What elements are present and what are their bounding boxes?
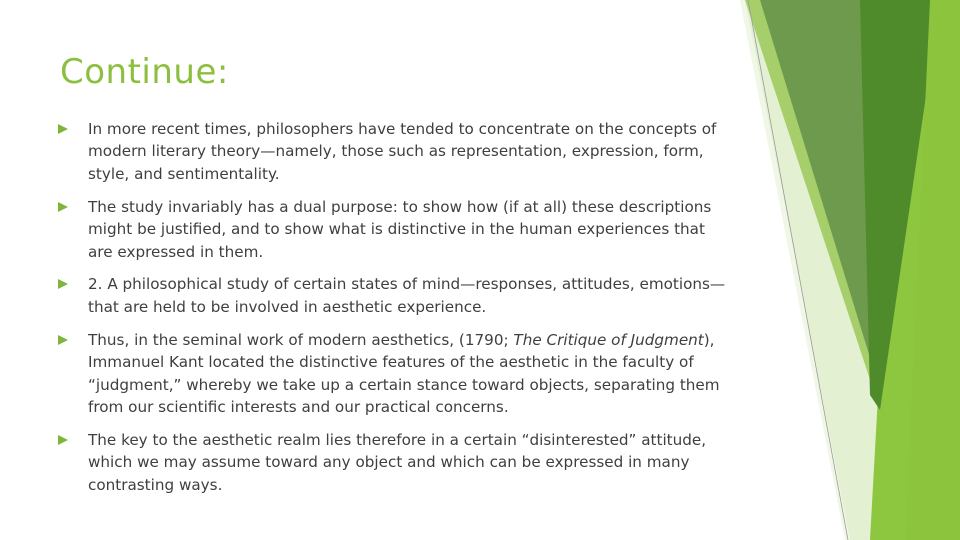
bullet-text-after: ), Immanuel Kant located the distinctive features of the aesthetic in the faculty of “judgment,” whereby we take up a certain stance toward objects, separating them from our scientific interests and our practical concerns. — [88, 330, 720, 416]
bullet-arrow-icon — [58, 202, 68, 212]
bullet-item — [58, 429, 728, 496]
bullet-text-before: Thus, in the seminal work of modern aesthetics, (1790; — [88, 330, 514, 349]
bullet-arrow-icon — [58, 335, 68, 345]
bullet-item — [58, 329, 728, 419]
bullet-item — [58, 273, 728, 318]
bullet-text: The study invariably has a dual purpose: to show how (if at all) these descriptions might be justified, and to show what is distinctive in the human experiences that are expressed in them. — [88, 197, 712, 261]
bullet-list — [58, 118, 728, 507]
bullet-arrow-icon — [58, 435, 68, 445]
bullet-text: The key to the aesthetic realm lies therefore in a certain “disinterested” attitude, which we may assume toward any object and which can be expressed in many contrasting ways. — [88, 430, 707, 494]
bullet-text: In more recent times, philosophers have tended to concentrate on the concepts of modern literary theory—namely, those such as representation, expression, form, style, and sentimentality. — [88, 120, 717, 183]
bullet-arrow-icon — [58, 279, 68, 289]
bullet-item — [58, 196, 728, 263]
book-title-italic: The Critique of Judgment — [513, 330, 704, 349]
bullet-arrow-icon — [58, 124, 68, 134]
bullet-item — [58, 118, 728, 185]
slide-title: Continue: — [60, 52, 229, 92]
bullet-text: 2. A philosophical study of certain states of mind—responses, attitudes, emotions—that are held to be involved in aesthetic experience. — [88, 275, 726, 316]
